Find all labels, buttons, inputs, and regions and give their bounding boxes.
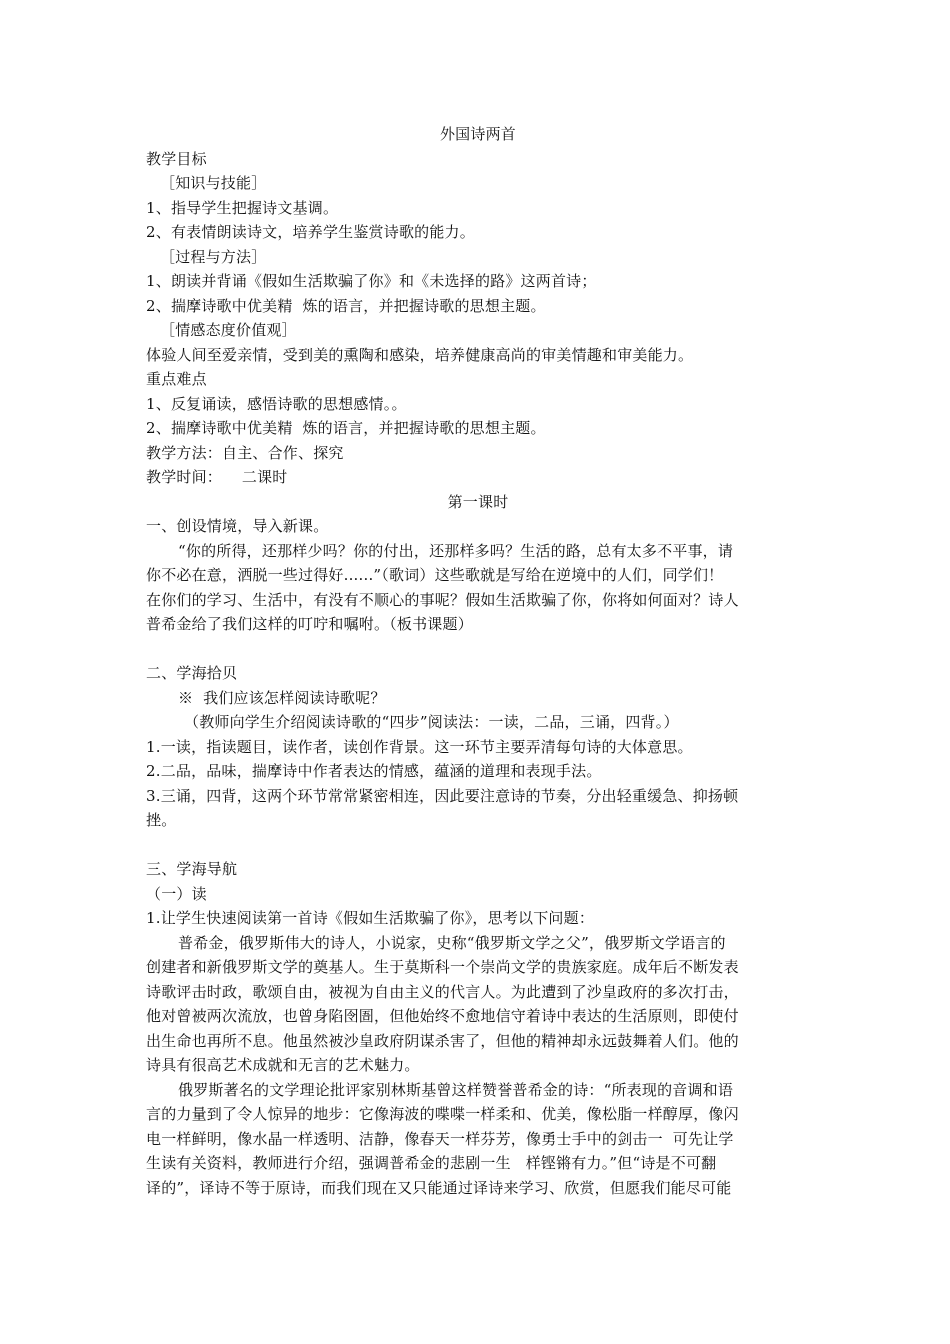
lesson-title: 第一课时 (447, 492, 509, 511)
section2-question: ※ 我们应该怎样阅读诗歌呢？ (178, 688, 386, 707)
bio-line: 创建者和新俄罗斯文学的奠基人。生于莫斯科一个崇尚文学的贵族家庭。成年后不断发表 (146, 958, 739, 976)
blank-line (146, 637, 810, 662)
section1-line: 普希金给了我们这样的叮咛和嘱咐。（板书课题） (146, 615, 473, 633)
section2-intro: （教师向学生介绍阅读诗歌的“四步”阅读法：一读，二品，三诵，四背。） (184, 713, 679, 731)
teaching-method: 教学方法：自主、合作、探究 (146, 443, 344, 462)
teaching-time: 教学时间： 二课时 (146, 468, 288, 486)
knowledge-item: 1、指导学生把握诗文基调。 (146, 198, 339, 217)
critic-line: 言的力量到了令人惊异的地步：它像海波的喋喋一样柔和、优美，像松脂一样醇厚，像闪 (146, 1105, 739, 1123)
process-heading: ［过程与方法］ (160, 247, 267, 266)
section2-step: 3.三诵，四背，这两个环节常常紧密相连，因此要注意诗的节奏，分出轻重缓急、抑扬顿 (146, 786, 739, 805)
key-point-item: 2、揣摩诗歌中优美精 炼的语言，并把握诗歌的思想主题。 (146, 419, 546, 437)
section3-subheading: （一）读 (146, 884, 207, 903)
section3-task: 1.让学生快速阅读第一首诗《假如生活欺骗了你》，思考以下问题： (146, 909, 595, 927)
section1-line: “你的所得，还那样少吗？你的付出，还那样多吗？生活的路，总有太多不平事，请 (178, 541, 734, 560)
bio-line: 诗具有很高艺术成就和无言的艺术魅力。 (146, 1056, 420, 1074)
key-point-item: 1、反复诵读，感悟诗歌的思想感情。。 (146, 394, 407, 413)
process-item: 1、朗读并背诵《假如生活欺骗了你》和《未选择的路》这两首诗； (146, 272, 597, 290)
emotion-text: 体验人间至爱亲情，受到美的熏陶和感染，培养健康高尚的审美情趣和审美能力。 (146, 345, 694, 364)
section1-line: 你不必在意，洒脱一些过得好......”（歌词）这些歌就是写给在逆境中的人们，同学们！ (146, 566, 724, 584)
section3-heading: 三、学海导航 (146, 860, 238, 878)
bio-line: 他对曾被两次流放，也曾身陷囹圄，但他始终不愈地信守着诗中表达的生活原则，即使付 (146, 1007, 739, 1025)
section1-heading: 一、创设情境，导入新课。 (146, 517, 329, 535)
key-points-heading: 重点难点 (146, 370, 207, 388)
document-title: 外国诗两首 (439, 125, 516, 143)
blank-line (146, 833, 810, 858)
section2-step: 1.一读，指读题目，读作者，读创作背景。这一环节主要弄清每句诗的大体意思。 (146, 737, 693, 756)
critic-line: 生读有关资料，教师进行介绍，强调普希金的悲剧一生 样铿锵有力。”但“诗是不可翻 (146, 1154, 717, 1172)
critic-line: 译的”，译诗不等于原诗，而我们现在又只能通过译诗来学习、欣赏，但愿我们能尽可能 (146, 1178, 732, 1197)
objectives-heading: 教学目标 (146, 149, 207, 168)
knowledge-heading: ［知识与技能］ (160, 174, 267, 192)
critic-line: 电一样鲜明，像水晶一样透明、洁静，像春天一样芬芳，像勇士手中的剑击一 可先让学 (146, 1129, 734, 1148)
section2-step: 挫。 (146, 811, 177, 829)
bio-line: 普希金，俄罗斯伟大的诗人，小说家，史称“俄罗斯文学之父”，俄罗斯文学语言的 (178, 933, 726, 952)
critic-line: 俄罗斯著名的文学理论批评家别林斯基曾这样赞誉普希金的诗：“所表现的音调和语 (178, 1080, 734, 1099)
section2-step: 2.二品，品味，揣摩诗中作者表达的情感，蕴涵的道理和表现手法。 (146, 762, 602, 780)
section2-heading: 二、学海拾贝 (146, 664, 238, 682)
process-item: 2、揣摩诗歌中优美精 炼的语言，并把握诗歌的思想主题。 (146, 296, 546, 315)
section1-line: 在你们的学习、生活中，有没有不顺心的事呢？假如生活欺骗了你，你将如何面对？诗人 (146, 590, 739, 609)
bio-line: 出生命也再所不息。他虽然被沙皇政府阴谋杀害了，但他的精神却永远鼓舞着人们。他的 (146, 1031, 739, 1050)
document-page (146, 122, 810, 1200)
emotion-heading: ［情感态度价值观］ (160, 321, 297, 339)
knowledge-item: 2、有表情朗读诗文，培养学生鉴赏诗歌的能力。 (146, 223, 475, 241)
bio-line: 诗歌评击时政，歌颂自由，被视为自由主义的代言人。为此遭到了沙皇政府的多次打击， (146, 982, 739, 1001)
